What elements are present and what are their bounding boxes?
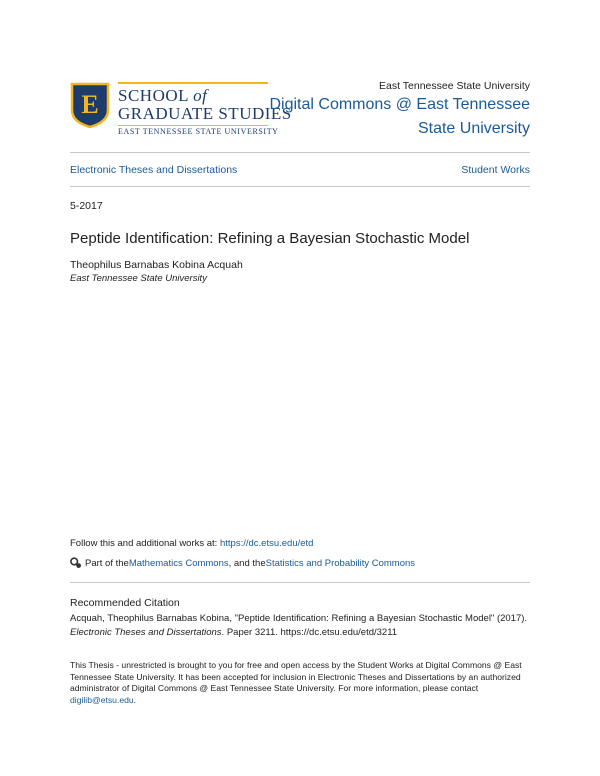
follow-line bbox=[70, 538, 313, 549]
logo-school-line: SCHOOL of bbox=[118, 86, 208, 105]
contact-email-link[interactable]: digilib@etsu.edu bbox=[70, 694, 134, 705]
svg-text:E: E bbox=[81, 90, 99, 119]
divider bbox=[70, 582, 530, 583]
author-name: Theophilus Barnabas Kobina Acquah bbox=[70, 259, 243, 271]
repository-link[interactable]: Digital Commons @ East Tennessee bbox=[269, 96, 530, 113]
network-pin-icon bbox=[70, 557, 82, 569]
logo-university-name: EAST TENNESSEE STATE UNIVERSITY bbox=[118, 127, 279, 136]
school-logo bbox=[70, 82, 292, 136]
author-affiliation: East Tennessee State University bbox=[70, 273, 207, 284]
divider bbox=[70, 152, 530, 153]
publication-date: 5-2017 bbox=[70, 200, 103, 212]
collection-link[interactable]: Electronic Theses and Dissertations bbox=[70, 164, 238, 176]
access-notice: This Thesis - unrestricted is brought to you for free and open access by the Student Works at Digital Commons @ East Tennessee State University. It has been accepted for inclusion in Electronic Theses and Dissertations by an authorized administrator of Digital Commons @ East Tennessee State University. For more information, please contact digilib@etsu.edu. bbox=[70, 660, 522, 705]
document-title: Peptide Identification: Refining a Bayesian Stochastic Model bbox=[70, 230, 470, 247]
student-works-link[interactable]: Student Works bbox=[461, 164, 530, 176]
citation-heading: Recommended Citation bbox=[70, 597, 180, 609]
repository-link-continued[interactable]: State University bbox=[417, 120, 530, 137]
etsu-shield-icon bbox=[70, 82, 110, 128]
follow-text: Follow this and additional works at: bbox=[70, 538, 220, 549]
logo-graduate-studies: GRADUATE STUDIES bbox=[118, 104, 292, 123]
institution-name: East Tennessee State University bbox=[379, 80, 530, 92]
citation-text: Acquah, Theophilus Barnabas Kobina, "Peptide Identification: Refining a Bayesian Stochastic Model" (2017). Electronic Theses and Dissertations. Paper 3211. https://dc.etsu.edu/etd/3211 bbox=[70, 613, 528, 638]
part-of-line: Part of the Mathematics Commons , and the Statistics and Probability Commons bbox=[70, 557, 415, 569]
statistics-commons-link[interactable]: Statistics and Probability Commons bbox=[265, 557, 416, 569]
mathematics-commons-link[interactable]: Mathematics Commons bbox=[128, 557, 229, 569]
divider bbox=[70, 186, 530, 187]
follow-link[interactable]: https://dc.etsu.edu/etd bbox=[219, 538, 314, 549]
logo-rule-bottom bbox=[118, 125, 268, 126]
logo-rule-top bbox=[118, 82, 268, 84]
